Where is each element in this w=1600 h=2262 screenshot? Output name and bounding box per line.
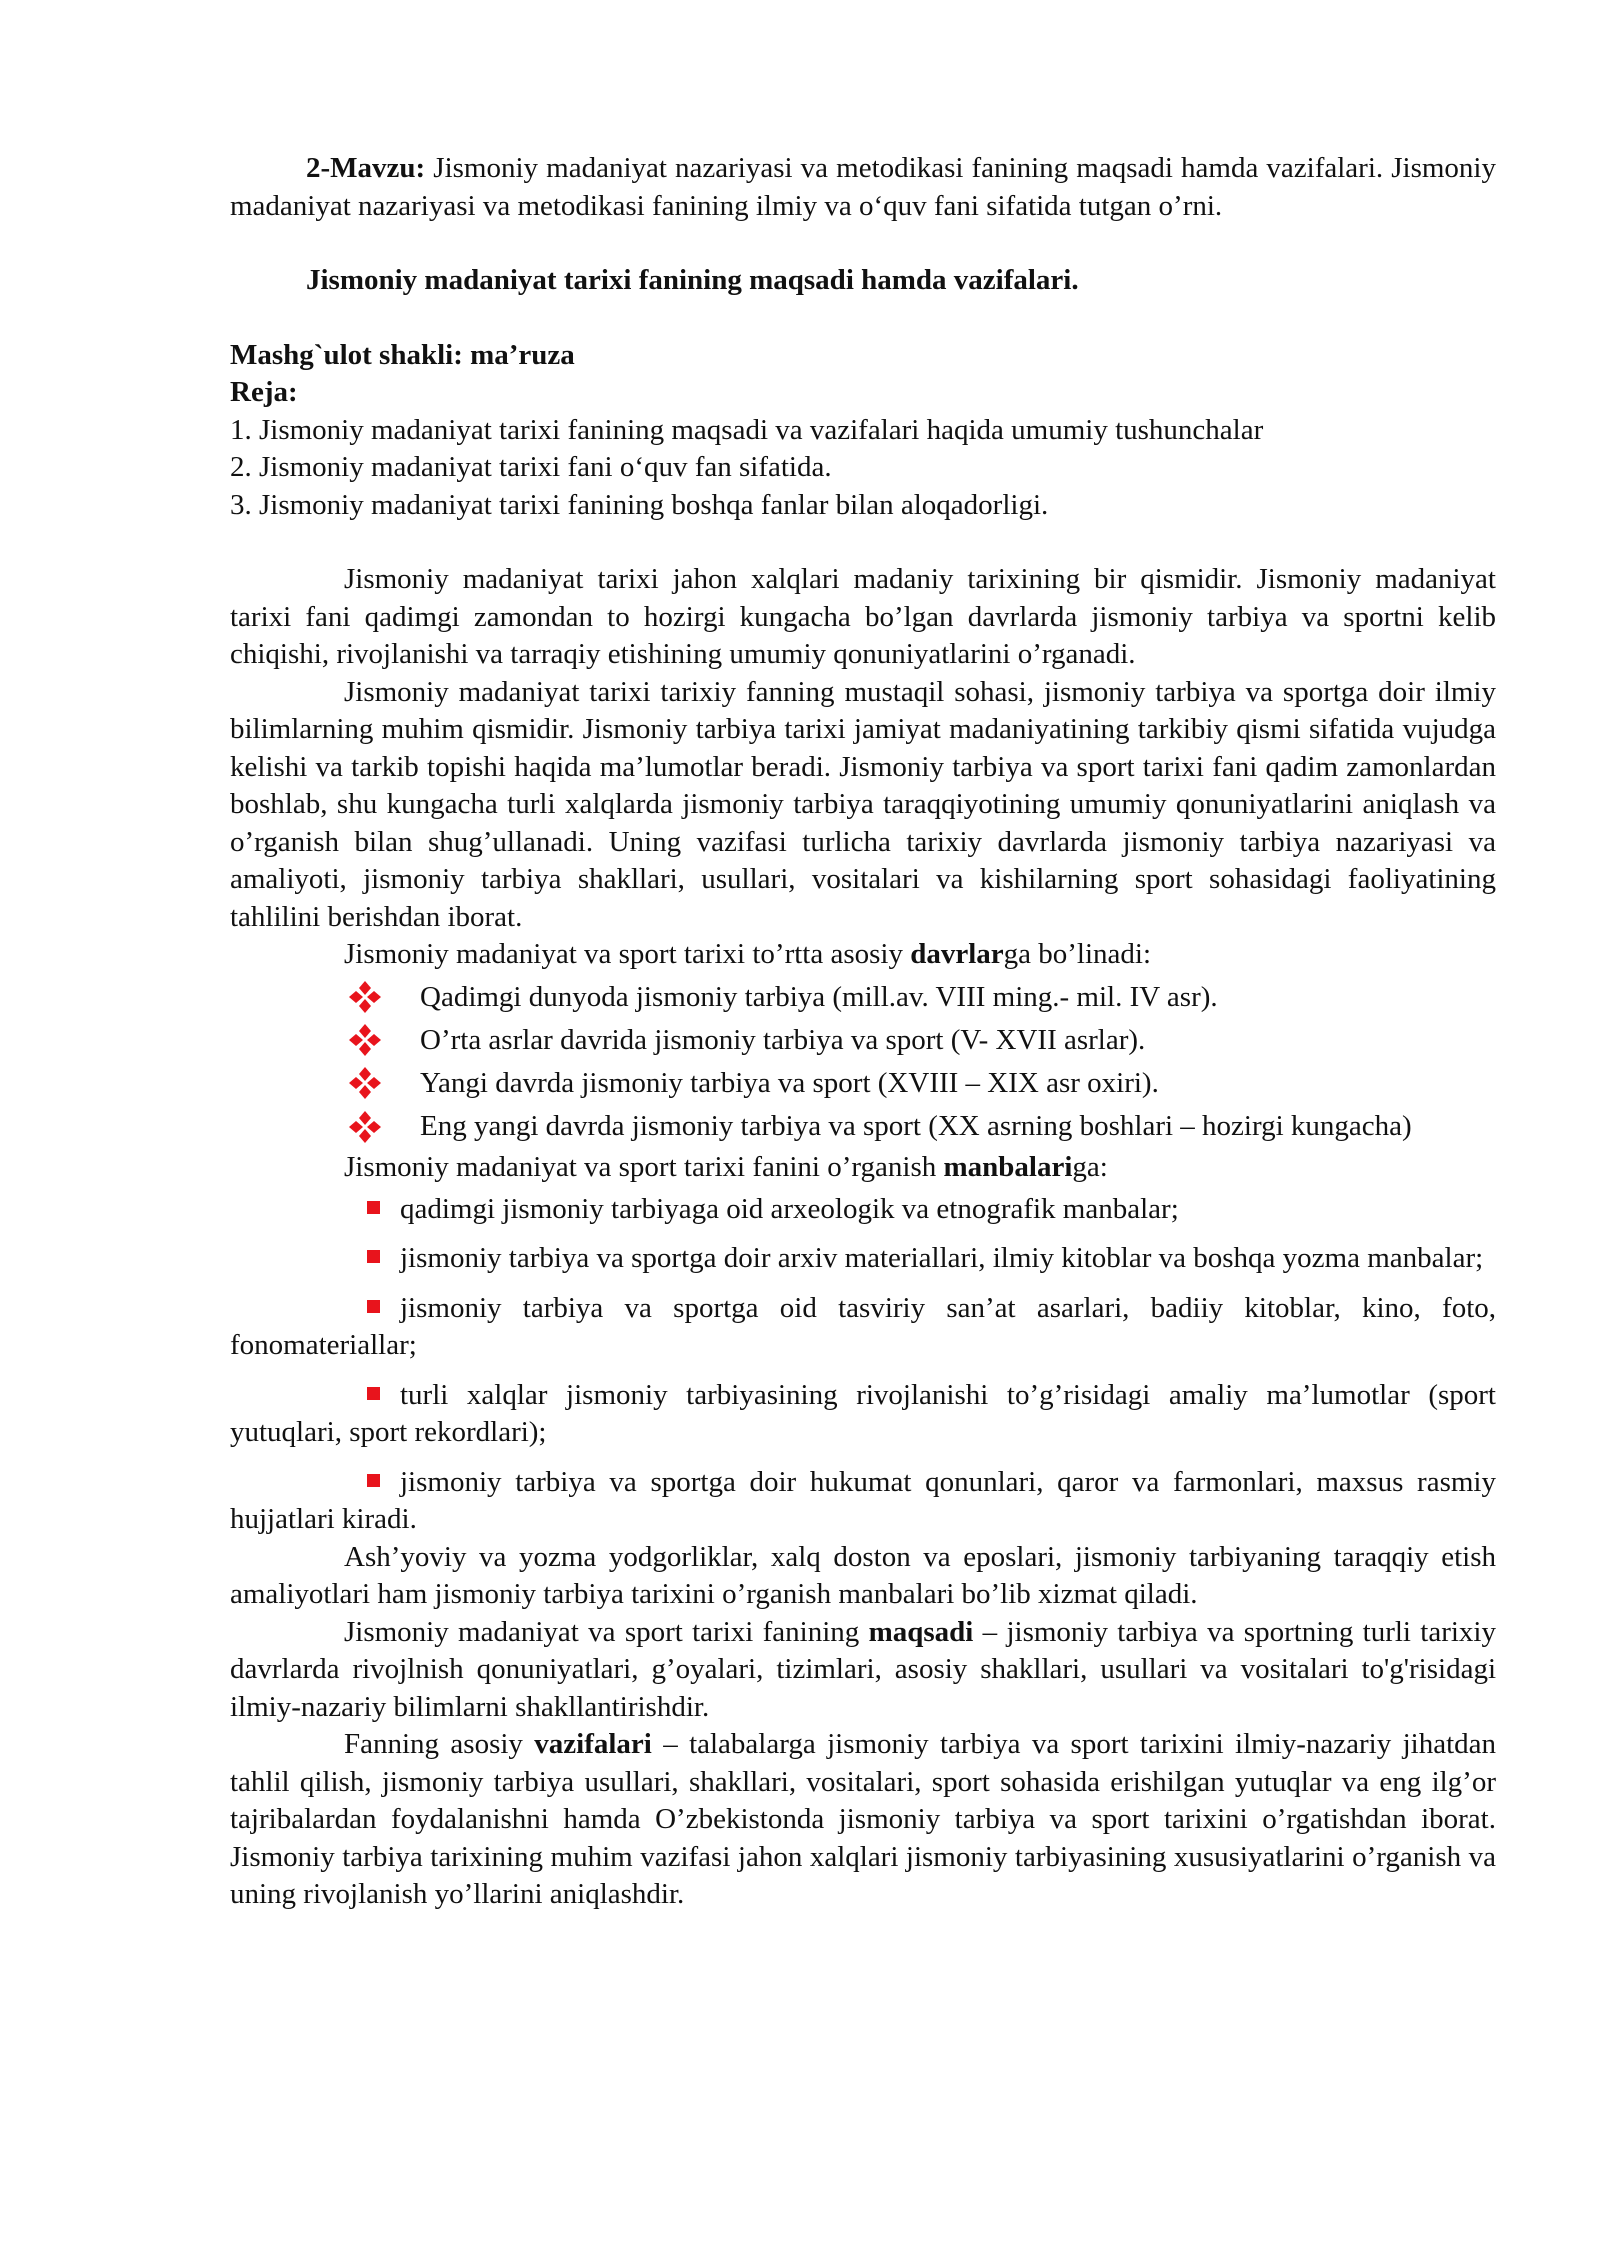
bold-term: maqsadi	[868, 1615, 974, 1648]
square-bullet-icon	[367, 1387, 380, 1400]
plan-item: 3. Jismoniy madaniyat tarixi fanining boshqa fanlar bilan aloqadorligi.	[230, 488, 1049, 521]
list-item: jismoniy tarbiya va sportga oid tasviriy san’at asarlari, badiiy kitoblar, kino, foto, fonomateriallar;	[230, 1291, 1496, 1361]
diamond-bullet-icon	[348, 1110, 382, 1144]
diamond-bullet-icon	[348, 980, 382, 1014]
body-paragraph: Jismoniy madaniyat va sport tarixi fanining maqsadi – jismoniy tarbiya va sportning turli tarixiy davrlarda rivojlnish qonuniyatlari, g’oyalari, tizimlari, asosiy shakllari, usullari va vositalari to'g'risidagi ilmiy-nazariy bilimlarni shakllantirishdir.	[230, 1615, 1496, 1723]
body-paragraph: Fanning asosiy vazifalari – talabalarga jismoniy tarbiya va sport tarixini ilmiy-nazariy jihatdan tahlil qilish, jismoniy tarbiya usullari, shakllari, vositalari, sport sohasida erishilgan yutuqlar va eng ilg’or tajribalardan foydalanishni hamda O’zbekistonda jismoniy tarbiya va sport tarixini o’rgatishdan iborat. Jismoniy tarbiya tarixining muhim vazifasi jahon xalqlari jismoniy tarbiyasining xususiyatlarini o’rganish va uning rivojlanish yo’llarini aniqlashdir.	[230, 1728, 1497, 1910]
square-bullet-icon	[367, 1201, 380, 1214]
section-heading: Jismoniy madaniyat tarixi fanining maqsadi hamda vazifalari.	[306, 264, 1079, 296]
body-paragraph: Ash’yoviy va yozma yodgorliklar, xalq doston va eposlari, jismoniy tarbiyaning taraqqiy etish amaliyotlari ham jismoniy tarbiya tarixini o’rganish manbalari bo’lib xizmat qiladi.	[230, 1540, 1496, 1610]
square-bullet-icon	[367, 1474, 380, 1487]
list-item: O’rta asrlar davrida jismoniy tarbiya va sport (V- XVII asrlar).	[230, 1019, 1496, 1062]
plan-item: 1. Jismoniy madaniyat tarixi fanining maqsadi va vazifalari haqida umumiy tushunchalar	[230, 413, 1264, 446]
list-item: jismoniy tarbiya va sportga doir arxiv materiallari, ilmiy kitoblar va boshqa yozma manbalar;	[230, 1240, 1496, 1278]
list-item: Eng yangi davrda jismoniy tarbiya va sport (XX asrning boshlari – hozirgi kungacha)	[230, 1108, 1496, 1146]
document-page	[230, 150, 1496, 1914]
topic-text: Jismoniy madaniyat nazariyasi va metodikasi fanining maqsadi hamda vazifalari. Jismoniy madaniyat nazariyasi va metodikasi fanining ilmiy va o‘quv fani sifatida tutgan o’rni.	[230, 152, 1496, 222]
topic-label: 2-Mavzu:	[306, 152, 426, 184]
lesson-form: Mashg`ulot shakli: ma’ruza	[230, 338, 575, 371]
list-item: turli xalqlar jismoniy tarbiyasining rivojlanishi to’g’risidagi amaliy ma’lumotlar (sport yutuqlari, sport rekordlari);	[230, 1378, 1496, 1448]
list-item: Qadimgi dunyoda jismoniy tarbiya (mill.av. VIII ming.- mil. IV asr).	[230, 976, 1496, 1019]
sources-list	[230, 1191, 1496, 1539]
periods-list	[230, 976, 1496, 1146]
plan-title: Reja:	[230, 376, 298, 408]
list-item: qadimgi jismoniy tarbiyaga oid arxeologik va etnografik manbalar;	[230, 1191, 1496, 1229]
sources-intro: Jismoniy madaniyat va sport tarixi fanini o’rganish manbalariga:	[344, 1151, 1108, 1183]
topic-paragraph	[230, 150, 1496, 225]
periods-intro: Jismoniy madaniyat va sport tarixi to’rtta asosiy davrlarga bo’linadi:	[344, 938, 1152, 970]
diamond-bullet-icon	[348, 1066, 382, 1100]
bold-term: manbalari	[943, 1151, 1073, 1183]
body-paragraph: Jismoniy madaniyat tarixi jahon xalqlari madaniy tarixining bir qismidir. Jismoniy madaniyat tarixi fani qadimgi zamondan to hozirgi kungacha bo’lgan davrlarda jismoniy tarbiya va sportni kelib chiqishi, rivojlanishi va tarraqiy etishining umumiy qonuniyatlarini o’rganadi.	[230, 563, 1496, 670]
bold-term: vazifalari	[534, 1728, 652, 1760]
body-paragraph: Jismoniy madaniyat tarixi tarixiy fanning mustaqil sohasi, jismoniy tarbiya va sportga doir ilmiy bilimlarning muhim qismidir. Jismoniy tarbiya tarixi jamiyat madaniyatining tarkibiy qismi sifatida vujudga kelishi va tarkib topishi haqida ma’lumotlar beradi. Jismoniy tarbiya va sport tarixi fani qadim zamonlardan boshlab, shu kungacha turli xalqlarda jismoniy tarbiya taraqqiyotining umumiy qonuniyatlarini aniqlash va o’rganish bilan shug’ullanadi. Uning vazifasi turlicha tarixiy davrlarda jismoniy tarbiya nazariyasi va amaliyoti, jismoniy tarbiya shakllari, usullari, vositalari va kishilarning sport sohasidagi faoliyatining tahlilini berishdan iborat.	[230, 675, 1496, 933]
plan-item: 2. Jismoniy madaniyat tarixi fani o‘quv fan sifatida.	[230, 451, 832, 483]
list-item: jismoniy tarbiya va sportga doir hukumat qonunlari, qaror va farmonlari, maxsus rasmiy hujjatlari kiradi.	[230, 1465, 1496, 1535]
list-item: Yangi davrda jismoniy tarbiya va sport (XVIII – XIX asr oxiri).	[230, 1062, 1496, 1105]
square-bullet-icon	[367, 1250, 380, 1263]
bold-term: davrlar	[910, 938, 1004, 970]
square-bullet-icon	[367, 1300, 380, 1313]
diamond-bullet-icon	[348, 1023, 382, 1057]
